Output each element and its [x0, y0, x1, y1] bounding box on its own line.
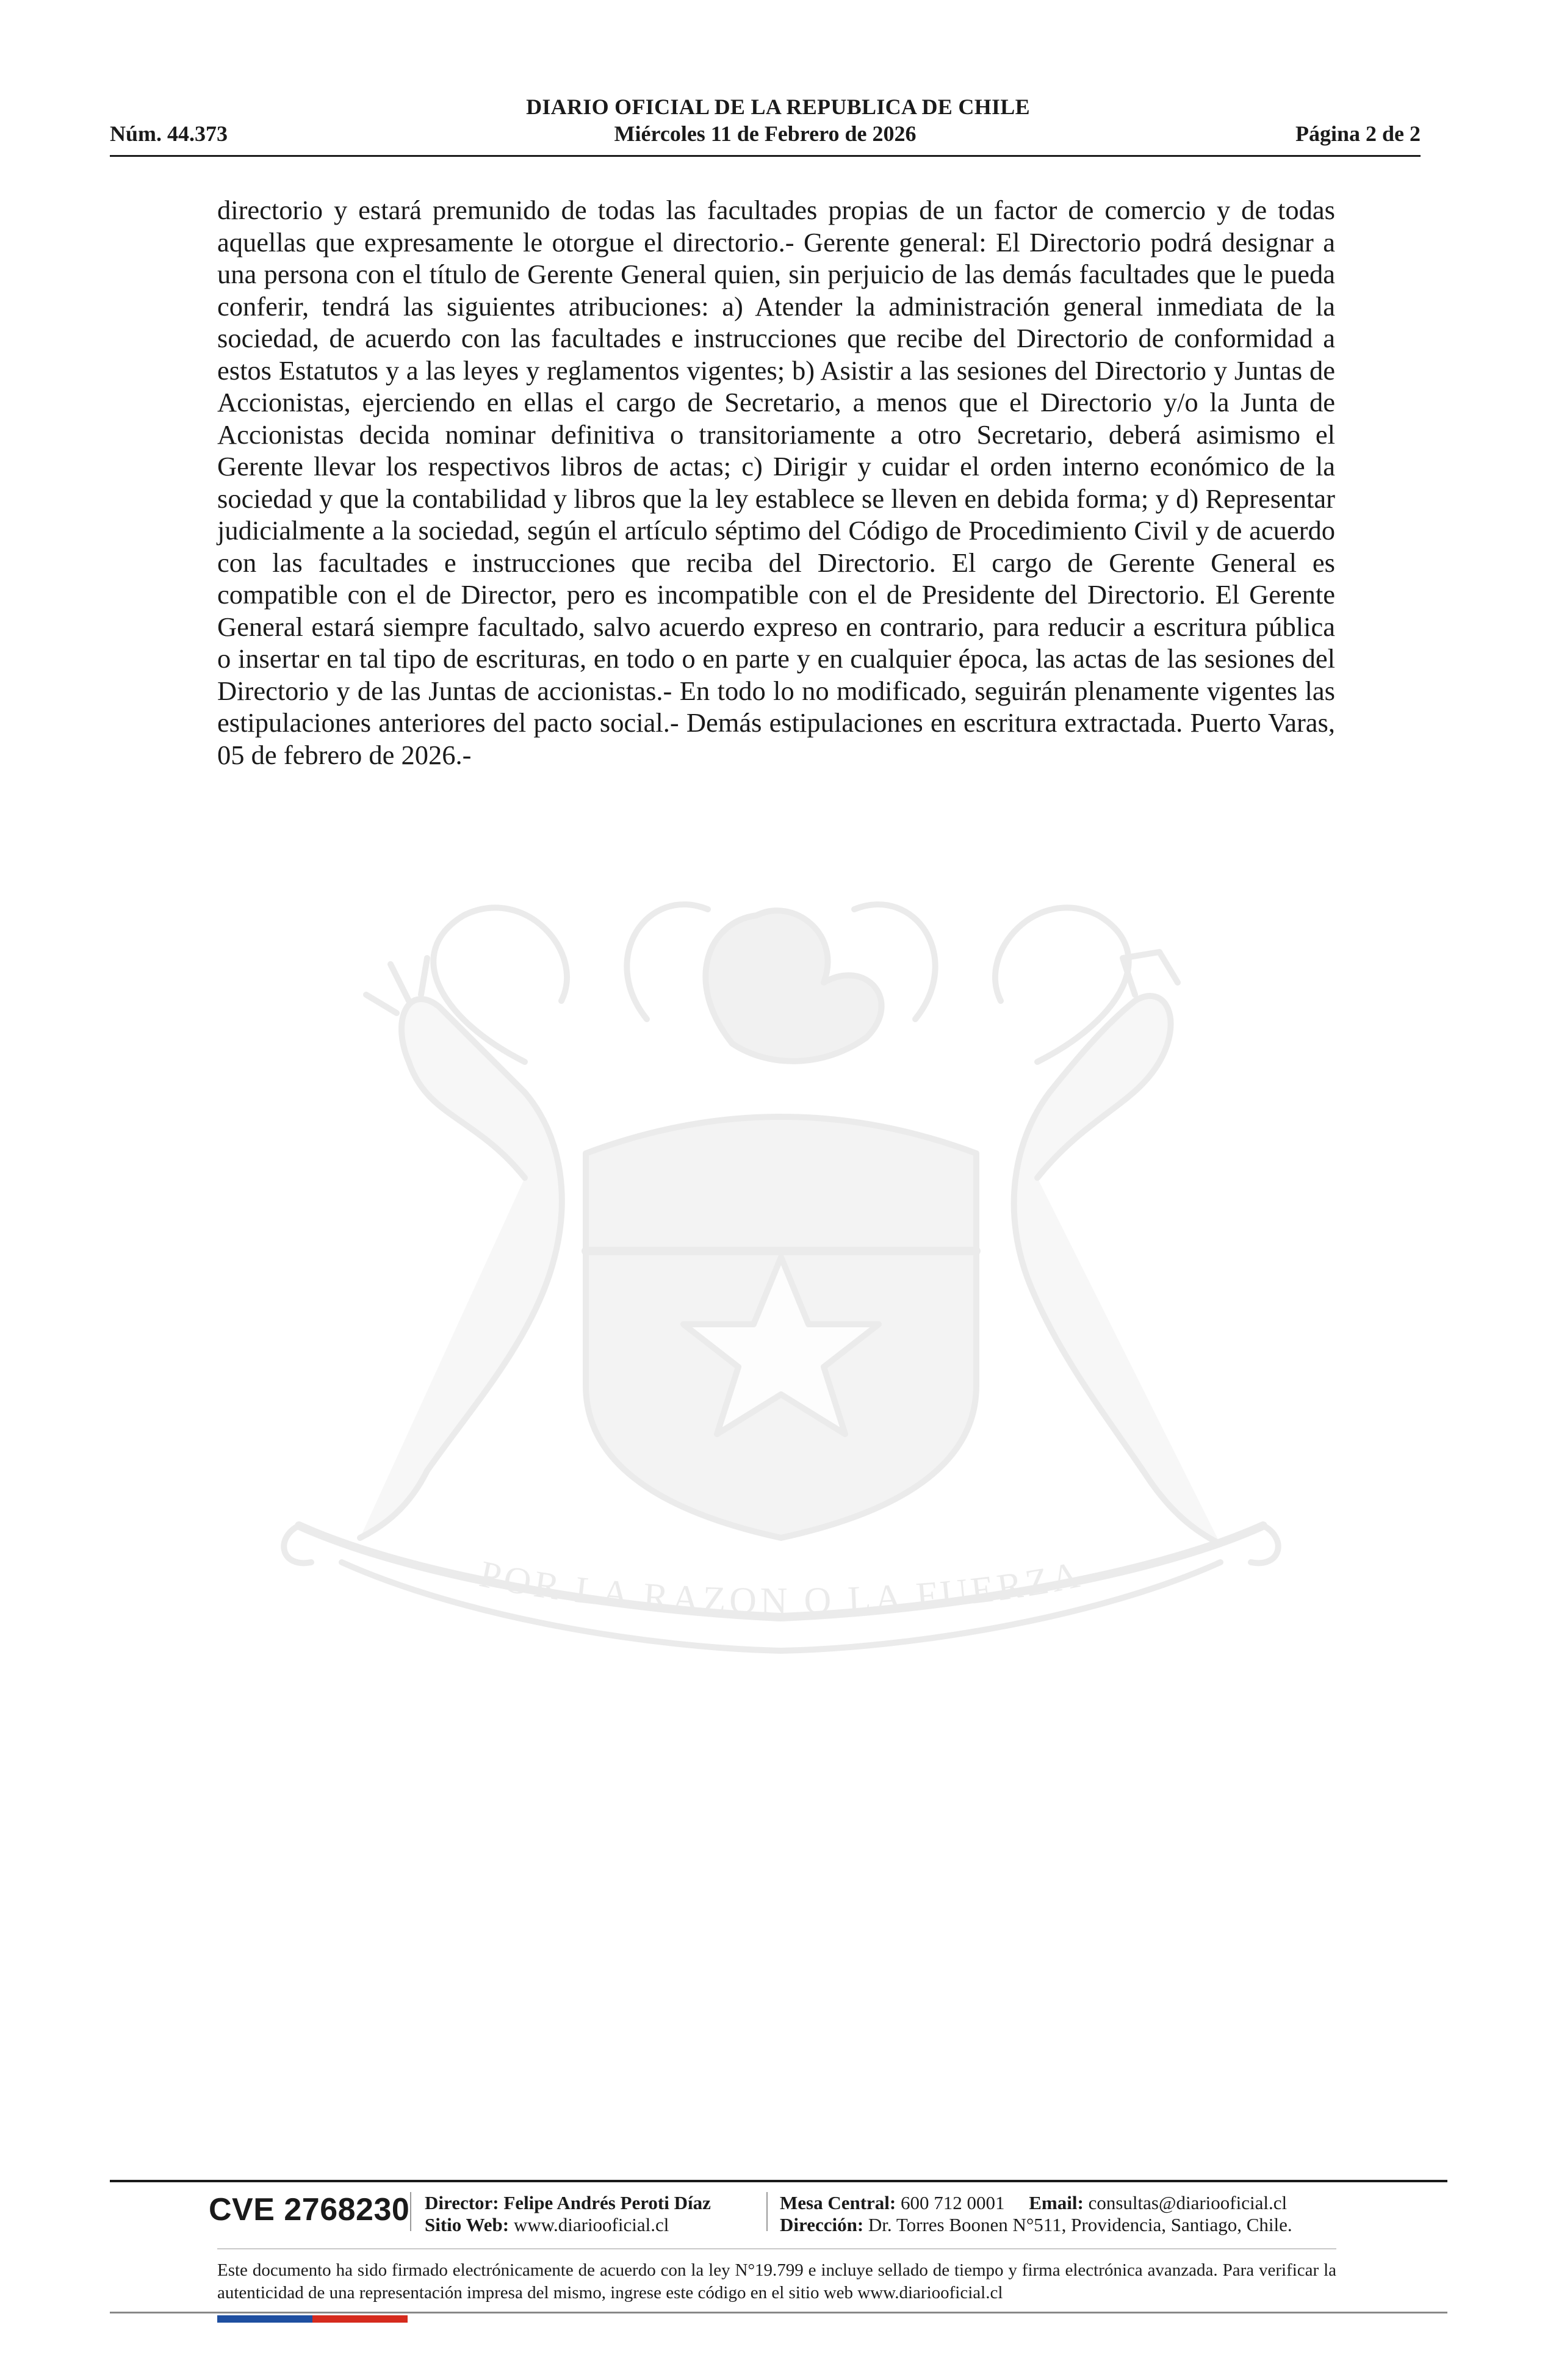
director-name: Felipe Andrés Peroti Díaz	[503, 2192, 711, 2213]
issue-number: Núm. 44.373	[110, 121, 228, 146]
phone-value: 600 712 0001	[901, 2192, 1005, 2213]
director-label: Director:	[425, 2192, 499, 2213]
address-value: Dr. Torres Boonen N°511, Providencia, Santiago, Chile.	[868, 2214, 1292, 2235]
footer-director-block	[425, 2192, 711, 2236]
footer-separator	[766, 2192, 768, 2231]
address-label: Dirección:	[780, 2214, 864, 2235]
email-label: Email:	[1029, 2192, 1084, 2213]
cve-code: CVE 2768230	[209, 2192, 410, 2227]
page-indicator: Página 2 de 2	[1295, 121, 1421, 146]
motto: POR LA RAZON O LA FUERZA	[475, 1553, 1087, 1622]
website-link[interactable]: www.diariooficial.cl	[513, 2214, 669, 2235]
website-label: Sitio Web:	[425, 2214, 510, 2235]
svg-text:POR LA RAZON O LA FUERZA	[476, 1553, 1086, 1621]
footer-contact-block	[780, 2192, 1292, 2236]
body-paragraph: directorio y estará premunido de todas las facultades propias de un factor de comercio y de todas aquellas que expresamente le otorgue el directorio.- Gerente general: El Directorio podrá designar a una persona con el título de Gerente General quien, sin perjuicio de las demás facultades que le pueda conferir, tendrá las siguientes atribuciones: a) Atender la administración general inmediata de la sociedad, de acuerdo con las facultades e instrucciones que recibe del Directorio de conformidad a estos Estatutos y a las leyes y reglamentos vigentes; b) Asistir a las sesiones del Directorio y Juntas de Accionistas, ejerciendo en ellas el cargo de Secretario, a menos que el Directorio y/o la Junta de Accionistas decida nominar definitiva o transitoriamente a otro Secretario, deberá asimismo el Gerente llevar los respectivos libros de actas; c) Dirigir y cuidar el orden interno económico de la sociedad y que la contabilidad y libros que la ley establece se lleven en debida forma; y d) Representar judicialmente a la sociedad, según el artículo séptimo del Código de Procedimiento Civil y de acuerdo con las facultades e instrucciones que reciba del Directorio. El cargo de Gerente General es compatible con el de Director, pero es incompatible con el de Presidente del Directorio. El Gerente General estará siempre facultado, salvo acuerdo expreso en contrario, para reducir a escritura pública o insertar en tal tipo de escrituras, en todo o en parte y en cualquier época, las actas de las sesiones del Directorio y de las Juntas de accionistas.- En todo lo no modificado, seguirán plenamente vigentes las estipulaciones anteriores del pacto social.- Demás estipulaciones en escritura extractada. Puerto Varas, 05 de febrero de 2026.-	[217, 195, 1335, 770]
header-divider	[110, 155, 1421, 157]
flag-stripe-blue	[217, 2315, 312, 2323]
header-row	[110, 121, 1421, 148]
signature-note: Este documento ha sido firmado electrónicamente de acuerdo con la ley N°19.799 e incluye sellado de tiempo y firma electrónica avanzada. Para verificar la autenticidad de una representación impresa del mismo, ingrese este código en el sitio web www.diariooficial.cl	[217, 2260, 1336, 2302]
email-link[interactable]: consultas@diariooficial.cl	[1088, 2192, 1288, 2213]
footer-divider-top	[110, 2180, 1447, 2182]
coat-of-arms-icon	[207, 860, 1355, 1672]
footer-divider-mid	[217, 2248, 1336, 2249]
footer-divider-bottom	[110, 2312, 1447, 2313]
phone-label: Mesa Central:	[780, 2192, 896, 2213]
flag-stripe-red	[312, 2315, 408, 2323]
issue-date: Miércoles 11 de Febrero de 2026	[614, 121, 917, 146]
footer-separator	[410, 2192, 411, 2231]
newspaper-title: DIARIO OFICIAL DE LA REPUBLICA DE CHILE	[526, 95, 1030, 119]
